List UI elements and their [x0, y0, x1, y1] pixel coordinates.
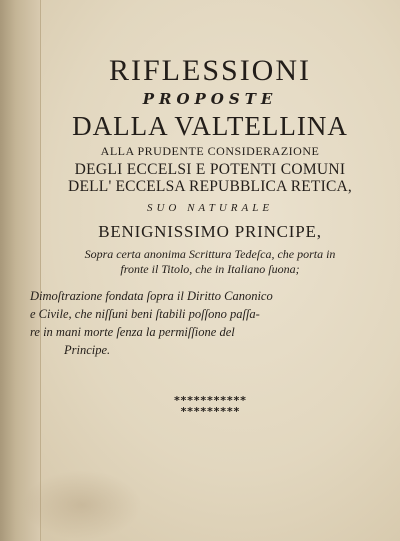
subtitle-principe: BENIGNISSIMO PRINCIPE,: [98, 222, 322, 241]
title-valtellina: DALLA VALTELLINA: [72, 111, 348, 141]
description-line-1: Sopra certa anonima Scrittura Tedeſca, che porta in: [84, 247, 336, 261]
paragraph-line: Principe.: [64, 343, 111, 357]
dimostrazione-paragraph: [30, 287, 386, 359]
title-riflessioni: RIFLESSIONI: [108, 54, 311, 87]
ornament-stars-bottom: *********: [180, 405, 240, 418]
subtitle-naturale: SUO NATURALE: [146, 202, 274, 214]
paper-stain: [22, 470, 142, 540]
paragraph-line: Dimoſtrazione fondata ſopra il Diritto Canonico: [30, 289, 273, 303]
ornament-stars-top: ***********: [173, 394, 247, 407]
subtitle-considerazione: ALLA PRUDENTE CONSIDERAZIONE: [100, 144, 320, 158]
subtitle-proposte: PROPOSTE: [142, 90, 278, 108]
paragraph-line: e Civile, che niſſuni beni ſtabili poſſono paſſa-: [30, 307, 260, 321]
subtitle-comuni: DEGLI ECCELSI E POTENTI COMUNI: [74, 161, 346, 178]
description-line-2: fronte il Titolo, che in Italiano ſuona;: [120, 262, 300, 276]
paragraph-line: re in mani morte ſenza la permiſſione del: [30, 325, 235, 339]
subtitle-repubblica: DELL' ECCELSA REPUBBLICA RETICA,: [68, 178, 352, 195]
